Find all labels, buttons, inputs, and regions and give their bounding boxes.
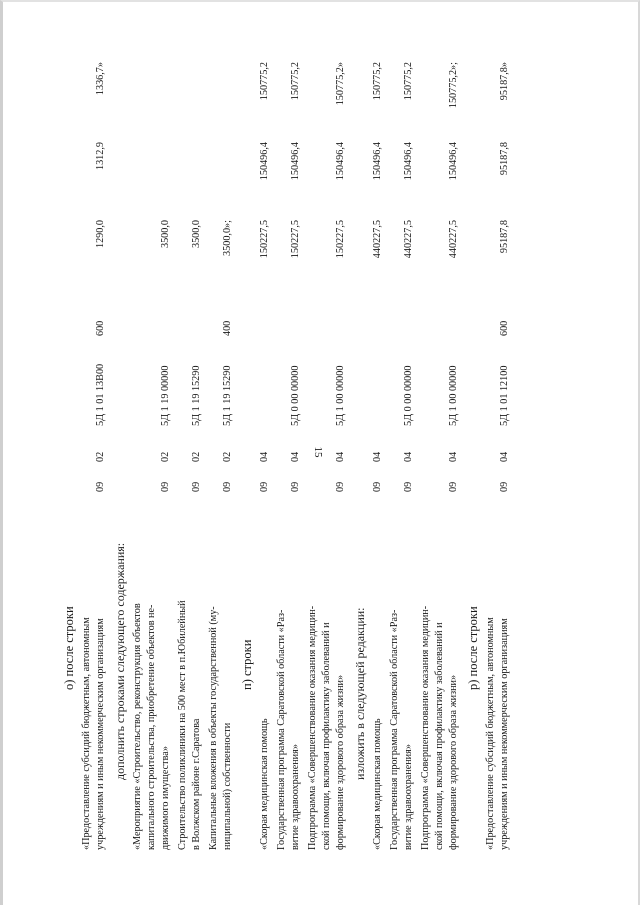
rotated-page-content: [60, 60, 620, 850]
subsection-code: 04: [335, 451, 346, 462]
amount-year-3: 150775,2: [403, 62, 414, 101]
amount-year-1: 3500,0: [191, 220, 202, 249]
target-article-code: 5Д 1 00 00000: [448, 365, 459, 426]
page-number: 15: [312, 446, 324, 458]
row-description: [207, 492, 235, 850]
target-article-code: 5Д 0 00 00000: [290, 365, 301, 426]
row-description: [371, 492, 385, 850]
amount-year-3: 150775,2: [372, 62, 383, 101]
description-line: Государственная программа Саратовской области «Раз-: [276, 609, 287, 850]
amendment-section: [240, 60, 348, 850]
section-code: 09: [403, 481, 414, 492]
amount-year-1: 3500,0: [160, 220, 171, 249]
row-description: [419, 492, 461, 850]
row-description: [80, 492, 108, 850]
description-line: витие здравоохранения»: [290, 744, 301, 850]
amount-year-3: 95187,8»: [499, 62, 510, 101]
table-row: [207, 60, 235, 850]
description-line: движимого имущества»: [160, 746, 171, 850]
amount-year-2: 150496,4: [448, 142, 459, 181]
amount-year-3: 150775,2»;: [448, 62, 459, 109]
section-code: 09: [372, 481, 383, 492]
expense-type-code: 400: [222, 320, 233, 336]
amount-year-1: 150227,5: [335, 220, 346, 259]
target-article-code: 5Д 1 01 13В00: [95, 363, 106, 426]
row-description: [176, 492, 204, 850]
amendment-section: [353, 60, 461, 850]
subsection-code: 04: [448, 451, 459, 462]
subsection-code: 04: [403, 451, 414, 462]
table-row: [484, 60, 512, 850]
section-code: 09: [499, 481, 510, 492]
subsection-code: 02: [222, 451, 233, 462]
description-line: формирование здорового образа жизни»: [448, 674, 459, 850]
section-heading: п) строки: [240, 639, 254, 690]
section-code: 09: [290, 481, 301, 492]
amount-year-2: 150496,4: [372, 142, 383, 181]
target-article-code: 5Д 1 19 15290: [222, 365, 233, 426]
table-row: [419, 60, 461, 850]
description-line: Капитальные вложения в объекты государственной (му-: [208, 606, 219, 850]
target-article-code: 5Д 1 19 00000: [160, 365, 171, 426]
description-line: учреждениям и иным некоммерческим организациям: [499, 618, 510, 850]
amount-year-3: 1336,7»: [95, 62, 106, 96]
subsection-code: 04: [499, 451, 510, 462]
amount-year-3: 150775,2: [259, 62, 270, 101]
description-line: Государственная программа Саратовской области «Раз-: [389, 609, 400, 850]
description-line: «Предоставление субсидий бюджетным, автономным: [485, 617, 496, 850]
table-row: [371, 60, 385, 850]
amount-year-2: 1312,9: [95, 142, 106, 171]
row-description: [131, 492, 173, 850]
section-code: 09: [448, 481, 459, 492]
amendment-section: [466, 60, 512, 850]
section-code: 09: [335, 481, 346, 492]
description-line: витие здравоохранения»: [403, 744, 414, 850]
subsection-code: 04: [259, 451, 270, 462]
amount-year-1: 1290,0: [95, 220, 106, 249]
row-description: [306, 492, 348, 850]
description-line: капитального строительства, приобретение объектов не-: [146, 604, 157, 850]
subsection-code: 04: [372, 451, 383, 462]
table-row: [275, 60, 303, 850]
section-code: 09: [191, 481, 202, 492]
table-row: [176, 60, 204, 850]
target-article-code: 5Д 0 00 00000: [403, 365, 414, 426]
description-line: в Волжском районе г.Саратова: [191, 718, 202, 850]
amount-year-1: 3500,0»;: [222, 220, 233, 256]
section-heading: р) после строки: [466, 606, 480, 690]
subsection-code: 02: [191, 451, 202, 462]
amount-year-1: 440227,5: [448, 220, 459, 259]
table-row: [258, 60, 272, 850]
description-line: формирование здорового образа жизни»: [335, 674, 346, 850]
description-line: ской помощи, включая профилактику заболеваний и: [434, 622, 445, 850]
table-row: [80, 60, 108, 850]
amount-year-1: 150227,5: [290, 220, 301, 259]
description-line: «Скорая медицинская помощь: [259, 718, 270, 850]
target-article-code: 5Д 1 01 12100: [499, 365, 510, 426]
amount-year-3: 150775,2»: [335, 62, 346, 106]
amount-year-1: 440227,5: [403, 220, 414, 259]
section-code: 09: [160, 481, 171, 492]
table-row: [131, 60, 173, 850]
row-description: [258, 492, 272, 850]
amendment-section: [62, 60, 108, 850]
section-code: 09: [259, 481, 270, 492]
description-line: учреждениям и иным некоммерческим организациям: [95, 618, 106, 850]
section-heading: изложить в следующей редакции:: [353, 607, 367, 780]
expense-type-code: 600: [95, 320, 106, 336]
amount-year-2: 150496,4: [335, 142, 346, 181]
subsection-code: 04: [290, 451, 301, 462]
row-description: [275, 492, 303, 850]
section-code: 09: [222, 481, 233, 492]
description-line: Подпрограмма «Совершенствование оказания медицин-: [420, 605, 431, 850]
amount-year-2: 150496,4: [259, 142, 270, 181]
description-line: Подпрограмма «Совершенствование оказания медицин-: [307, 605, 318, 850]
amount-year-3: 150775,2: [290, 62, 301, 101]
section-heading: дополнить строками следующего содержания:: [113, 542, 127, 780]
description-line: ниципальной) собственности: [222, 722, 233, 850]
table-row: [388, 60, 416, 850]
subsection-code: 02: [160, 451, 171, 462]
table-row: [306, 60, 348, 850]
description-line: «Предоставление субсидий бюджетным, автономным: [81, 617, 92, 850]
description-line: Строительство поликлиники на 500 мест в п.Юбилейный: [177, 600, 188, 850]
target-article-code: 5Д 1 00 00000: [335, 365, 346, 426]
amount-year-2: 150496,4: [290, 142, 301, 181]
section-heading: о) после строки: [62, 606, 76, 690]
subsection-code: 02: [95, 451, 106, 462]
amount-year-2: 150496,4: [403, 142, 414, 181]
expense-type-code: 600: [499, 320, 510, 336]
description-line: «Скорая медицинская помощь: [372, 718, 383, 850]
target-article-code: 5Д 1 19 15290: [191, 365, 202, 426]
row-description: [484, 492, 512, 850]
row-description: [388, 492, 416, 850]
section-code: 09: [95, 481, 106, 492]
description-line: ской помощи, включая профилактику заболеваний и: [321, 622, 332, 850]
amount-year-1: 95187,8: [499, 220, 510, 254]
amount-year-2: 95187,8: [499, 142, 510, 176]
description-line: «Мероприятие «Строительство, реконструкция объектов: [132, 603, 143, 850]
amount-year-1: 440227,5: [372, 220, 383, 259]
amount-year-1: 150227,5: [259, 220, 270, 259]
amendment-section: [113, 60, 235, 850]
